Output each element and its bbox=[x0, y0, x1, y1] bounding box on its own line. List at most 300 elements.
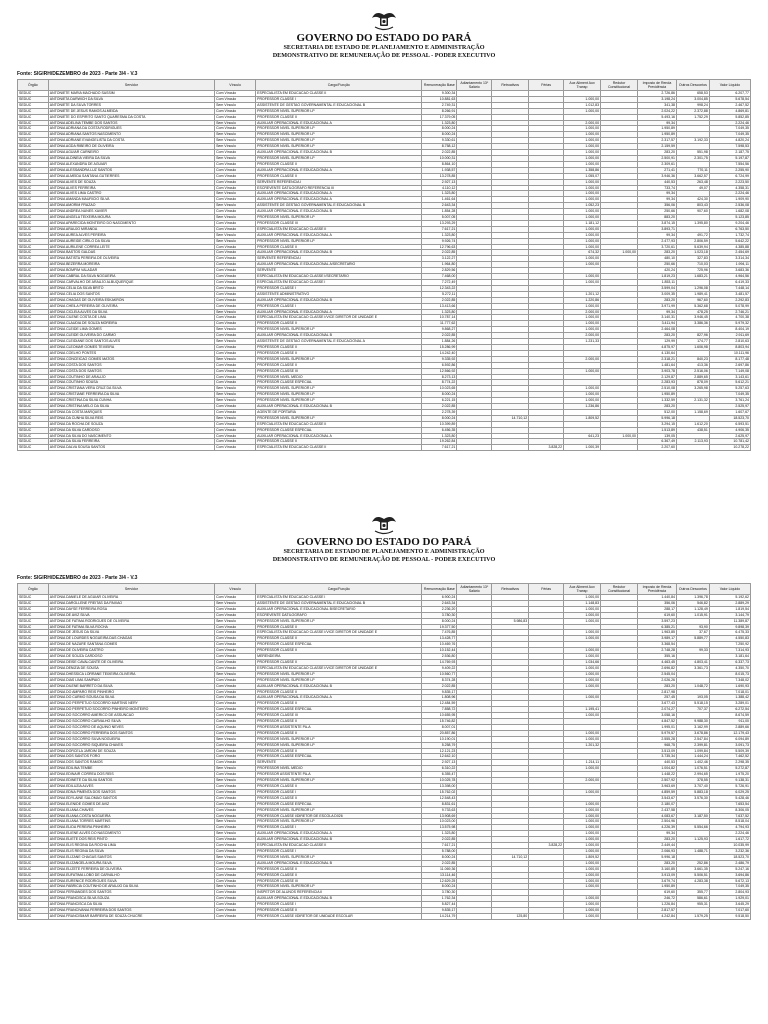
table-cell: 2.889,29 bbox=[709, 600, 750, 606]
table-cell: SEDUC bbox=[18, 843, 49, 849]
table-cell: SEDUC bbox=[18, 268, 49, 274]
table-cell: PROFESSOR NIVEL SUPERIOR LP bbox=[256, 132, 422, 138]
table-cell: 1.808,96 bbox=[422, 695, 457, 701]
table-cell: 546,82 bbox=[676, 600, 709, 606]
column-header: Vínculo bbox=[215, 80, 256, 91]
table-cell: 5.247,16 bbox=[709, 866, 750, 872]
table-cell: 1.000,00 bbox=[564, 630, 601, 636]
table-cell: AUXILIAR OPERACIONAL E EDUCACIONAL B bbox=[256, 297, 422, 303]
table-cell: 5.642,22 bbox=[709, 238, 750, 244]
table-cell: 1.000,00 bbox=[564, 801, 601, 807]
table-cell: SEDUC bbox=[18, 807, 49, 813]
table-cell: Com Vínculo bbox=[215, 665, 256, 671]
table-cell: 8.758,12 bbox=[422, 144, 457, 150]
table-cell: 1.000,00 bbox=[564, 665, 601, 671]
table-cell: 3.265,98 bbox=[676, 386, 709, 392]
table-cell: 2.467,52 bbox=[709, 102, 750, 108]
table-cell: 11.777,62 bbox=[422, 321, 457, 327]
table-cell: 5.639,94 bbox=[676, 244, 709, 250]
table-cell: SEDUC bbox=[18, 848, 49, 854]
table-cell: ESPECIALISTA EM EDUCACAO CLASSE I bbox=[256, 280, 422, 286]
table-cell: 1.323,80 bbox=[422, 191, 457, 197]
table-cell: SEDUC bbox=[18, 671, 49, 677]
table-cell: AUXILIAR OPERACIONAL E EDUCACIONAL B bbox=[256, 404, 422, 410]
table-cell: 1.402,46 bbox=[676, 760, 709, 766]
table-cell: 263,48 bbox=[676, 179, 709, 185]
table-cell: Com Vínculo bbox=[215, 801, 256, 807]
table-header bbox=[18, 80, 751, 91]
table-cell: SEDUC bbox=[18, 291, 49, 297]
table-cell: 2.224,46 bbox=[709, 831, 750, 837]
table-cell: 5.493,16 bbox=[637, 114, 676, 120]
table-cell: 1.000,00 bbox=[564, 695, 601, 701]
table-cell: ANTONIETE DE JESUS RAMOS ALMEIDA bbox=[48, 108, 214, 114]
table-cell: 1.000,00 bbox=[564, 321, 601, 327]
table-cell: 2.804,93 bbox=[709, 890, 750, 896]
table-cell: ANTONIA CHAGAS DE OLIVEIRA ESKAKRON bbox=[48, 297, 214, 303]
table-cell: SEDUC bbox=[18, 612, 49, 618]
table-cell: 327,83 bbox=[676, 256, 709, 262]
table-cell: 356,06 bbox=[637, 600, 676, 606]
table-cell: PROFESSOR NIVEL SUPERIOR LP bbox=[256, 742, 422, 748]
table-cell: 5.123,85 bbox=[709, 215, 750, 221]
table-cell: AUXILIAR OPERACIONAL E EDUCACIONAL B/SECRETARIO bbox=[256, 606, 422, 612]
table-cell: ANTONIA DE LOURDES NOGUEIRA DAS CHAGAS bbox=[48, 636, 214, 642]
table-cell: SEDUC bbox=[18, 600, 49, 606]
table-cell: PROFESSOR NIVEL SUPERIOR LP bbox=[256, 108, 422, 114]
table-cell: SEDUC bbox=[18, 333, 49, 339]
table-cell: 125,80 bbox=[492, 913, 529, 919]
table-cell: 619,60 bbox=[637, 890, 676, 896]
table-cell: 2.113,93 bbox=[676, 439, 709, 445]
table-cell: 733,74 bbox=[637, 185, 676, 191]
table-cell: 1.099,84 bbox=[676, 748, 709, 754]
table-cell: 12.548,43 bbox=[422, 795, 457, 801]
table-cell: 10.023,65 bbox=[422, 386, 457, 392]
table-cell: ANTONIA CRISTIANE FERREIRA DA SILVA bbox=[48, 392, 214, 398]
table-cell: PROFESSOR NIVEL SUPERIOR LP bbox=[256, 854, 422, 860]
table-cell: 1.579,25 bbox=[676, 913, 709, 919]
table-cell: 1.000,00 bbox=[564, 730, 601, 736]
table-cell: SEDUC bbox=[18, 884, 49, 890]
table-cell: PROFESSOR ASSISTENTE PA-A bbox=[256, 772, 422, 778]
table-cell: 2.525,97 bbox=[709, 404, 750, 410]
table-cell: 3.662,57 bbox=[676, 173, 709, 179]
table-cell: 1.809,52 bbox=[564, 854, 601, 860]
table-cell: Com Vínculo bbox=[215, 813, 256, 819]
table-cell: 1.000,00 bbox=[564, 843, 601, 849]
table-cell: 1.128,49 bbox=[676, 606, 709, 612]
table-cell: 20.857,86 bbox=[422, 730, 457, 736]
table-cell: SEDUC bbox=[18, 350, 49, 356]
table-cell: SEDUC bbox=[18, 831, 49, 837]
table-cell: ANTONIA DENIZIA DE SOUSA bbox=[48, 665, 214, 671]
table-cell: 2.317,57 bbox=[637, 138, 676, 144]
table-cell: 5.979,32 bbox=[709, 321, 750, 327]
table-cell: 2.159,59 bbox=[637, 144, 676, 150]
table-cell: SEDUC bbox=[18, 126, 49, 132]
column-header: Redutor Constitucional bbox=[601, 80, 638, 91]
table-cell: 1.323,80 bbox=[422, 232, 457, 238]
table-cell: 2.129,87 bbox=[637, 374, 676, 380]
table-cell: SEDUC bbox=[18, 185, 49, 191]
table-cell: ESPECIALISTA EM EDUCACAO CLASSE II bbox=[256, 226, 422, 232]
table-cell: 4.463,45 bbox=[637, 659, 676, 665]
table-cell: 10.655,95 bbox=[422, 713, 457, 719]
table-cell: 1.000,00 bbox=[564, 789, 601, 795]
table-cell: ANTONIA ARAUJO MIRANDA bbox=[48, 226, 214, 232]
table-cell: 193,05 bbox=[676, 695, 709, 701]
table-cell: ANTONIA ELENIDE GOMES DE AVIZ bbox=[48, 801, 214, 807]
table-cell: 3.597,23 bbox=[637, 618, 676, 624]
report-title: DEMONSTRATIVO DE REMUNERAÇÃO DE PESSOAL - PODER EXECUTIVO bbox=[272, 555, 496, 563]
table-cell: PROFESSOR CLASSE ESPECIAL bbox=[256, 642, 422, 648]
table-cell: ANTONIA CHEILA PEREIRA DE OLIVEIRA bbox=[48, 303, 214, 309]
table-cell: 2.810,63 bbox=[709, 339, 750, 345]
table-cell: ESPECIALISTA EM EDUCACAO CLASSE I/SECRETARIO bbox=[256, 274, 422, 280]
table-cell: 2.749,31 bbox=[422, 102, 457, 108]
table-cell: 6.221,15 bbox=[422, 398, 457, 404]
table-cell: 4.242,84 bbox=[637, 913, 676, 919]
table-cell: 1.388,42 bbox=[709, 695, 750, 701]
table-cell: 1.000,00 bbox=[564, 606, 601, 612]
table-cell: 1.000,00 bbox=[564, 386, 601, 392]
report-page-1 bbox=[0, 8, 768, 451]
table-cell: Sem Vínculo bbox=[215, 392, 256, 398]
table-cell: Com Vínculo bbox=[215, 683, 256, 689]
table-cell: ANTONIA CLAUDIA DE SOUZA MOREIRA bbox=[48, 321, 214, 327]
table-cell: Com Vínculo bbox=[215, 350, 256, 356]
table-cell: 8.404,19 bbox=[709, 327, 750, 333]
table-cell: 2.829,56 bbox=[422, 268, 457, 274]
table-cell: ANTONIA DEISE CAVALCANTE DE OLIVEIRA bbox=[48, 659, 214, 665]
table-cell: Com Vínculo bbox=[215, 902, 256, 908]
table-cell: 283,20 bbox=[637, 837, 676, 843]
table-cell: ANTONIA EDILUZIA ALVES bbox=[48, 784, 214, 790]
table-cell: 586,61 bbox=[676, 896, 709, 902]
table-cell: 1.440,84 bbox=[637, 595, 676, 601]
table-cell: 1.158,69 bbox=[676, 409, 709, 415]
table-cell: ASSISTENTE DE GESTAO GOVERNAMENTAL E EDUCACIONAL A bbox=[256, 339, 422, 345]
report-title: DEMONSTRATIVO DE REMUNERAÇÃO DE PESSOAL - PODER EXECUTIVO bbox=[272, 51, 496, 59]
table-cell: SEDUC bbox=[18, 362, 49, 368]
table-cell: 5.612,21 bbox=[709, 380, 750, 386]
table-cell: 1.048,72 bbox=[676, 683, 709, 689]
table-cell: SEDUC bbox=[18, 150, 49, 156]
table-cell: SEDUC bbox=[18, 161, 49, 167]
table-cell: 827,96 bbox=[676, 333, 709, 339]
table-cell: 1.000,00 bbox=[564, 831, 601, 837]
table-cell: Sem Vínculo bbox=[215, 766, 256, 772]
table-cell: Com Vínculo bbox=[215, 908, 256, 914]
table-cell: PROFESSOR CLASSE II bbox=[256, 730, 422, 736]
table-cell: ANTONIA DE SOUZA CARDOSO bbox=[48, 654, 214, 660]
table-header bbox=[18, 584, 751, 595]
table-cell: 283,20 bbox=[637, 860, 676, 866]
table-cell: ANTONIA BATISTA PEREIRA DE OLIVEIRA bbox=[48, 256, 214, 262]
table-cell: 12.642,10 bbox=[422, 754, 457, 760]
table-cell: 1.989,41 bbox=[676, 291, 709, 297]
column-header: Redutor Constitucional bbox=[601, 584, 638, 595]
table-cell: PROFESSOR CLASSE II bbox=[256, 689, 422, 695]
table-cell: 5.428,46 bbox=[709, 795, 750, 801]
column-header: Adiantamento 13º Salário bbox=[457, 584, 492, 595]
table-cell: 7.272,49 bbox=[422, 280, 457, 286]
column-header: Cargo/Função bbox=[256, 584, 422, 595]
table-cell: Com Vínculo bbox=[215, 333, 256, 339]
table-cell: 13.114,46 bbox=[422, 872, 457, 878]
table-cell: 480,10 bbox=[637, 256, 676, 262]
table-cell: 6.310,22 bbox=[422, 766, 457, 772]
table-cell: 3.707,40 bbox=[676, 784, 709, 790]
table-cell: Sem Vínculo bbox=[215, 191, 256, 197]
table-cell: 5.986,83 bbox=[492, 618, 529, 624]
table-cell: Sem Vínculo bbox=[215, 339, 256, 345]
table-cell: 2.547,84 bbox=[676, 736, 709, 742]
table-cell: 5.672,13 bbox=[709, 878, 750, 884]
table-cell: Com Vínculo bbox=[215, 256, 256, 262]
table-cell: 6.419,33 bbox=[709, 280, 750, 286]
table-cell: ESPECIALISTA EM EDUCACAO CLASSE II bbox=[256, 91, 422, 97]
table-cell: SEDUC bbox=[18, 624, 49, 630]
table-cell: 12.121,23 bbox=[422, 748, 457, 754]
table-cell: 1.000,39 bbox=[564, 445, 601, 451]
table-cell: PROFESSOR CLASSE I bbox=[256, 902, 422, 908]
table-cell: SEDUC bbox=[18, 701, 49, 707]
table-cell: 1.950,89 bbox=[637, 392, 676, 398]
table-cell: PROFESSOR NIVEL SUPERIOR LP bbox=[256, 392, 422, 398]
table-cell: Com Vínculo bbox=[215, 274, 256, 280]
table-cell: ANTONIA AGUIAR CARNEIRO bbox=[48, 150, 214, 156]
table-cell: ANTONIA BOMFIM VALADAR bbox=[48, 268, 214, 274]
table-cell: Com Vínculo bbox=[215, 624, 256, 630]
table-cell: Sem Vínculo bbox=[215, 386, 256, 392]
table-cell: 4.964,56 bbox=[709, 274, 750, 280]
table-cell: 3.694,86 bbox=[709, 872, 750, 878]
table-cell: 283,20 bbox=[637, 683, 676, 689]
table-cell: 2.022,85 bbox=[422, 860, 457, 866]
table-cell: Com Vínculo bbox=[215, 872, 256, 878]
table-cell: 2.000,00 bbox=[564, 778, 601, 784]
table-cell: SERVENTE bbox=[256, 760, 422, 766]
table-cell: ANTONIA EDINAIR CORREA DOS REIS bbox=[48, 772, 214, 778]
table-cell: Sem Vínculo bbox=[215, 144, 256, 150]
table-cell: ANTONIA FRANCISCA SILVA SOUZA bbox=[48, 896, 214, 902]
table-cell: 1.052,23 bbox=[564, 203, 601, 209]
table-cell: 3.361,73 bbox=[676, 665, 709, 671]
table-cell: SEDUC bbox=[18, 736, 49, 742]
table-cell: ANTONIA ELIANA CHAVES bbox=[48, 807, 214, 813]
table-cell: SEDUC bbox=[18, 368, 49, 374]
table-cell: 9.868,27 bbox=[422, 327, 457, 333]
table-cell: 15.286,99 bbox=[422, 344, 457, 350]
table-cell: Com Vínculo bbox=[215, 784, 256, 790]
table-cell: 4.110,12 bbox=[422, 185, 457, 191]
table-cell: ESPECIALISTA EM EDUCACAO CLASSE I/VICE DIRETOR DE UNIDADE E bbox=[256, 630, 422, 636]
table-cell: ANTONIA ELIANA TORRES MARTINS bbox=[48, 819, 214, 825]
table-cell: 2.643,34 bbox=[422, 203, 457, 209]
table-cell: 2.224,46 bbox=[709, 191, 750, 197]
table-cell: 4.820,24 bbox=[709, 138, 750, 144]
table-cell: 1.481,64 bbox=[637, 362, 676, 368]
table-cell: ANTONIA DO PERPETUO SOCORRO PINHEIRO MONTEIRO bbox=[48, 707, 214, 713]
table-cell: 1.000,00 bbox=[564, 636, 601, 642]
table-cell: PROFESSOR CLASSE II bbox=[256, 362, 422, 368]
government-title: GOVERNO DO ESTADO DO PARÁ bbox=[296, 32, 472, 44]
table-cell: 1.000,00 bbox=[564, 896, 601, 902]
table-cell: 9.204,46 bbox=[709, 220, 750, 226]
table-cell: 257,45 bbox=[637, 695, 676, 701]
table-cell: ANTONIA AGDA RIBEIRO DE OLIVEIRA bbox=[48, 144, 214, 150]
table-cell: SEDUC bbox=[18, 392, 49, 398]
table-cell: 3.963,69 bbox=[637, 784, 676, 790]
table-cell: AUXILIAR OPERACIONAL E EDUCACIONAL B bbox=[256, 209, 422, 215]
table-cell: Com Vínculo bbox=[215, 913, 256, 919]
table-cell: 7.554,56 bbox=[709, 161, 750, 167]
table-cell: 7.049,35 bbox=[709, 392, 750, 398]
table-cell: 93,90 bbox=[676, 624, 709, 630]
table-cell: ANTONIA FRANCISCA DA SILVA bbox=[48, 902, 214, 908]
table-cell: ESPECIALISTA EM EDUCACAO CLASSE I bbox=[256, 595, 422, 601]
table-cell: SEDUC bbox=[18, 795, 49, 801]
table-cell: SEDUC bbox=[18, 398, 49, 404]
column-header: Aux Aliment Aux Transp bbox=[564, 584, 601, 595]
table-cell: PROFESSOR CLASSE I bbox=[256, 789, 422, 795]
table-cell: 1.000,00 bbox=[564, 368, 601, 374]
column-header: Outros Descontos bbox=[676, 584, 709, 595]
table-cell: 1.000,00 bbox=[564, 813, 601, 819]
table-cell: 2.180,07 bbox=[637, 801, 676, 807]
table-cell: Com Vínculo bbox=[215, 409, 256, 415]
table-cell: Com Vínculo bbox=[215, 362, 256, 368]
table-cell: SEDUC bbox=[18, 380, 49, 386]
table-cell: 1.076,51 bbox=[676, 766, 709, 772]
table-cell: 1.000,00 bbox=[564, 595, 601, 601]
table-cell: SERVENTE REFERENCIA I bbox=[256, 179, 422, 185]
table-cell bbox=[457, 913, 492, 919]
table-cell: ANTONIETA DARWICH DA SILVA bbox=[48, 96, 214, 102]
table-cell: SEDUC bbox=[18, 91, 49, 97]
table-cell: 283,20 bbox=[637, 297, 676, 303]
table-cell: 1.000,00 bbox=[564, 150, 601, 156]
table-cell: Com Vínculo bbox=[215, 280, 256, 286]
table-cell: SEDUC bbox=[18, 344, 49, 350]
table-cell: 9.518,50 bbox=[709, 913, 750, 919]
table-cell: PROFESSOR NIVEL SUPERIOR LP bbox=[256, 327, 422, 333]
table-cell: PROFESSOR ASSISTENTE PA-A bbox=[256, 724, 422, 730]
table-cell: PROFESSOR NIVEL SUPERIOR LP bbox=[256, 677, 422, 683]
table-cell: AUXILIAR OPERACIONAL E EDUCACIONAL A bbox=[256, 167, 422, 173]
table-cell: 5.257,63 bbox=[709, 386, 750, 392]
table-cell: 1.612,20 bbox=[676, 421, 709, 427]
table-cell: Com Vínculo bbox=[215, 126, 256, 132]
table-row bbox=[18, 445, 751, 451]
table-cell: Com Vínculo bbox=[215, 404, 256, 410]
table-cell: SEDUC bbox=[18, 244, 49, 250]
table-cell: 1.853,11 bbox=[637, 280, 676, 286]
table-cell: 99,34 bbox=[637, 191, 676, 197]
table-cell: 10.399,89 bbox=[422, 421, 457, 427]
table-cell: SEDUC bbox=[18, 595, 49, 601]
table-cell: 1.909,90 bbox=[709, 197, 750, 203]
table-cell: PROFESSOR NIVEL SUPERIOR LP bbox=[256, 807, 422, 813]
table-cell: 8.015,73 bbox=[709, 671, 750, 677]
table-cell: Sem Vínculo bbox=[215, 238, 256, 244]
table-cell: 5.362,68 bbox=[676, 303, 709, 309]
table-cell: PROFESSOR NIVEL MEDIO bbox=[256, 766, 422, 772]
table-cell: Com Vínculo bbox=[215, 433, 256, 439]
table-cell: 4.794,93 bbox=[709, 825, 750, 831]
table-cell: 911,00 bbox=[709, 719, 750, 725]
table-cell: 2.292,83 bbox=[709, 297, 750, 303]
table-cell: ANTONIA ANGELA TEIXEIRA MOURA bbox=[48, 215, 214, 221]
table-cell: Sem Vínculo bbox=[215, 215, 256, 221]
table-cell: 5.979,57 bbox=[637, 730, 676, 736]
table-cell: SEDUC bbox=[18, 695, 49, 701]
table-cell: 1.994,11 bbox=[709, 262, 750, 268]
table-cell: Com Vínculo bbox=[215, 150, 256, 156]
table-cell: Com Vínculo bbox=[215, 772, 256, 778]
table-cell: 2.464,08 bbox=[637, 327, 676, 333]
table-cell: 4.869,81 bbox=[709, 108, 750, 114]
table-cell: Com Vínculo bbox=[215, 612, 256, 618]
table-cell: PROFESSOR NIVEL SUPERIOR LP bbox=[256, 155, 422, 161]
column-header: Órgão bbox=[18, 80, 49, 91]
table-cell: 12.484,59 bbox=[422, 701, 457, 707]
data-source-note: Fonte: SIGIRH/DEZEMBRO de 2023 - Parte 3/4 - V.3 bbox=[17, 71, 138, 77]
table-cell: ANTONIA EDINETE DA SILVA SANTOS bbox=[48, 778, 214, 784]
table-cell: Com Vínculo bbox=[215, 344, 256, 350]
table-cell: 10.469,76 bbox=[422, 642, 457, 648]
table-cell: ANTONIA DA SILVA FERREIRA bbox=[48, 439, 214, 445]
table-cell: SEDUC bbox=[18, 707, 49, 713]
table-cell: 3.678,86 bbox=[676, 730, 709, 736]
table-cell: 1.000,00 bbox=[564, 315, 601, 321]
table-cell: Com Vínculo bbox=[215, 167, 256, 173]
table-cell: 1.964,80 bbox=[422, 262, 457, 268]
table-cell: SEDUC bbox=[18, 784, 49, 790]
table-cell: ANTONIA CILENE COSTA DE LIMA bbox=[48, 315, 214, 321]
table-cell: 2.022,85 bbox=[422, 250, 457, 256]
table-cell: PROFESSOR CLASSE II bbox=[256, 701, 422, 707]
table-cell: SEDUC bbox=[18, 801, 49, 807]
table-cell: AUXILIAR OPERACIONAL E EDUCACIONAL B bbox=[256, 683, 422, 689]
table-cell: 5.726,91 bbox=[709, 784, 750, 790]
table-cell: 551,98 bbox=[676, 150, 709, 156]
table-cell: 2.625,97 bbox=[709, 433, 750, 439]
table-cell: ANTONIA ALVES LIMA CASTRO bbox=[48, 191, 214, 197]
table-cell bbox=[492, 445, 529, 451]
table-cell: SEDUC bbox=[18, 303, 49, 309]
table-cell: 99,33 bbox=[676, 648, 709, 654]
table-cell: ANTONIA ANDREA NUNES XAVIER bbox=[48, 209, 214, 215]
table-cell: SEDUC bbox=[18, 837, 49, 843]
table-cell: 12.796,63 bbox=[422, 244, 457, 250]
table-cell: 2.187,75 bbox=[709, 150, 750, 156]
table-cell: SEDUC bbox=[18, 813, 49, 819]
table-cell: 2.207,60 bbox=[637, 445, 676, 451]
table-cell: 7.314,93 bbox=[709, 648, 750, 654]
table-cell: Com Vínculo bbox=[215, 807, 256, 813]
table-cell: 99,34 bbox=[637, 831, 676, 837]
table-cell: AUXILIAR OPERACIONAL E EDUCACIONAL B bbox=[256, 150, 422, 156]
table-cell: AUXILIAR OPERACIONAL E EDUCACIONAL A/SECRETARIO bbox=[256, 262, 422, 268]
table-cell: ANTONIA AMANDA MAURICIO SILVA bbox=[48, 197, 214, 203]
table-cell: 4.847,52 bbox=[637, 719, 676, 725]
table-cell: 9.335,92 bbox=[422, 356, 457, 362]
table-cell: PROFESSOR NIVEL SUPERIOR LP bbox=[256, 398, 422, 404]
table-cell: Com Vínculo bbox=[215, 742, 256, 748]
